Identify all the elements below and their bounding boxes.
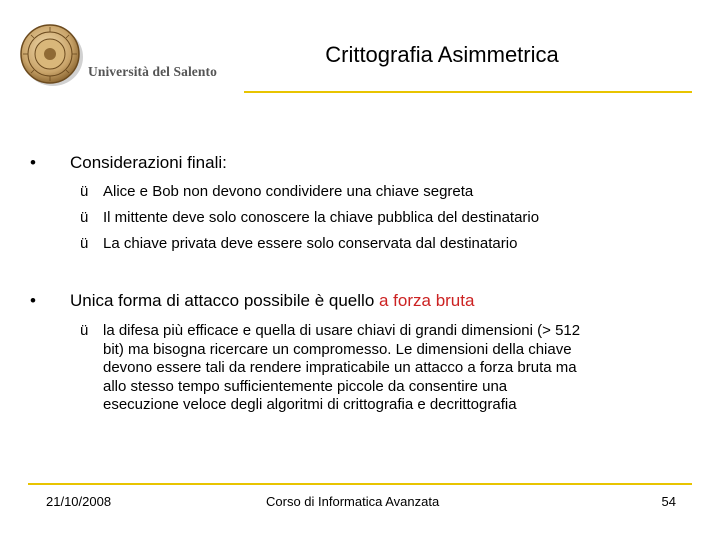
paragraph-line: la difesa più efficace e quella di usare chiavi di grandi dimensioni (> 512	[103, 322, 581, 339]
sub-bullet	[80, 183, 473, 200]
sub-bullet-text: Alice e Bob non devono condividere una chiave segreta	[103, 183, 474, 200]
footer-course: Corso di Informatica Avanzata	[266, 494, 440, 509]
paragraph-line: devono essere tali da rendere impraticabile un attacco a forza bruta ma	[103, 359, 577, 376]
university-seal-icon	[18, 22, 84, 88]
title-divider	[244, 91, 692, 93]
check-icon: ü	[80, 235, 89, 252]
sub-bullet	[80, 209, 539, 226]
highlighted-text: a forza bruta	[379, 291, 475, 310]
university-logo	[18, 22, 248, 92]
page-number: 54	[661, 494, 676, 509]
footer-divider	[28, 483, 692, 485]
sub-bullet-text: Il mittente deve solo conoscere la chiave pubblica del destinatario	[103, 209, 540, 226]
check-icon: ü	[80, 209, 89, 226]
university-name: Università del Salento	[88, 64, 217, 79]
paragraph-text	[103, 322, 700, 415]
bullet-attacco	[30, 291, 474, 311]
sub-bullet-text: La chiave privata deve essere solo conservata dal destinatario	[103, 235, 518, 252]
check-icon: ü	[80, 183, 89, 200]
bullet-marker: •	[30, 291, 36, 310]
bullet-text: Considerazioni finali:	[70, 153, 227, 172]
paragraph-line: bit) ma bisogna ricercare un compromesso. Le dimensioni della chiave	[103, 340, 572, 358]
paragraph-line: esecuzione veloce degli algoritmi di crittografia e decrittografia	[103, 396, 517, 413]
bullet-considerazioni	[30, 153, 227, 173]
bullet-marker: •	[30, 153, 36, 172]
paragraph-line: allo stesso tempo sufficientemente piccole da consentire una	[103, 377, 508, 395]
sub-bullet-paragraph	[80, 322, 700, 415]
bullet-text: Unica forma di attacco possibile è quello	[70, 291, 379, 310]
sub-bullet	[80, 235, 517, 252]
slide-title: Crittografia Asimmetrica	[325, 42, 559, 67]
check-icon: ü	[80, 322, 89, 339]
footer-date: 21/10/2008	[46, 494, 112, 509]
